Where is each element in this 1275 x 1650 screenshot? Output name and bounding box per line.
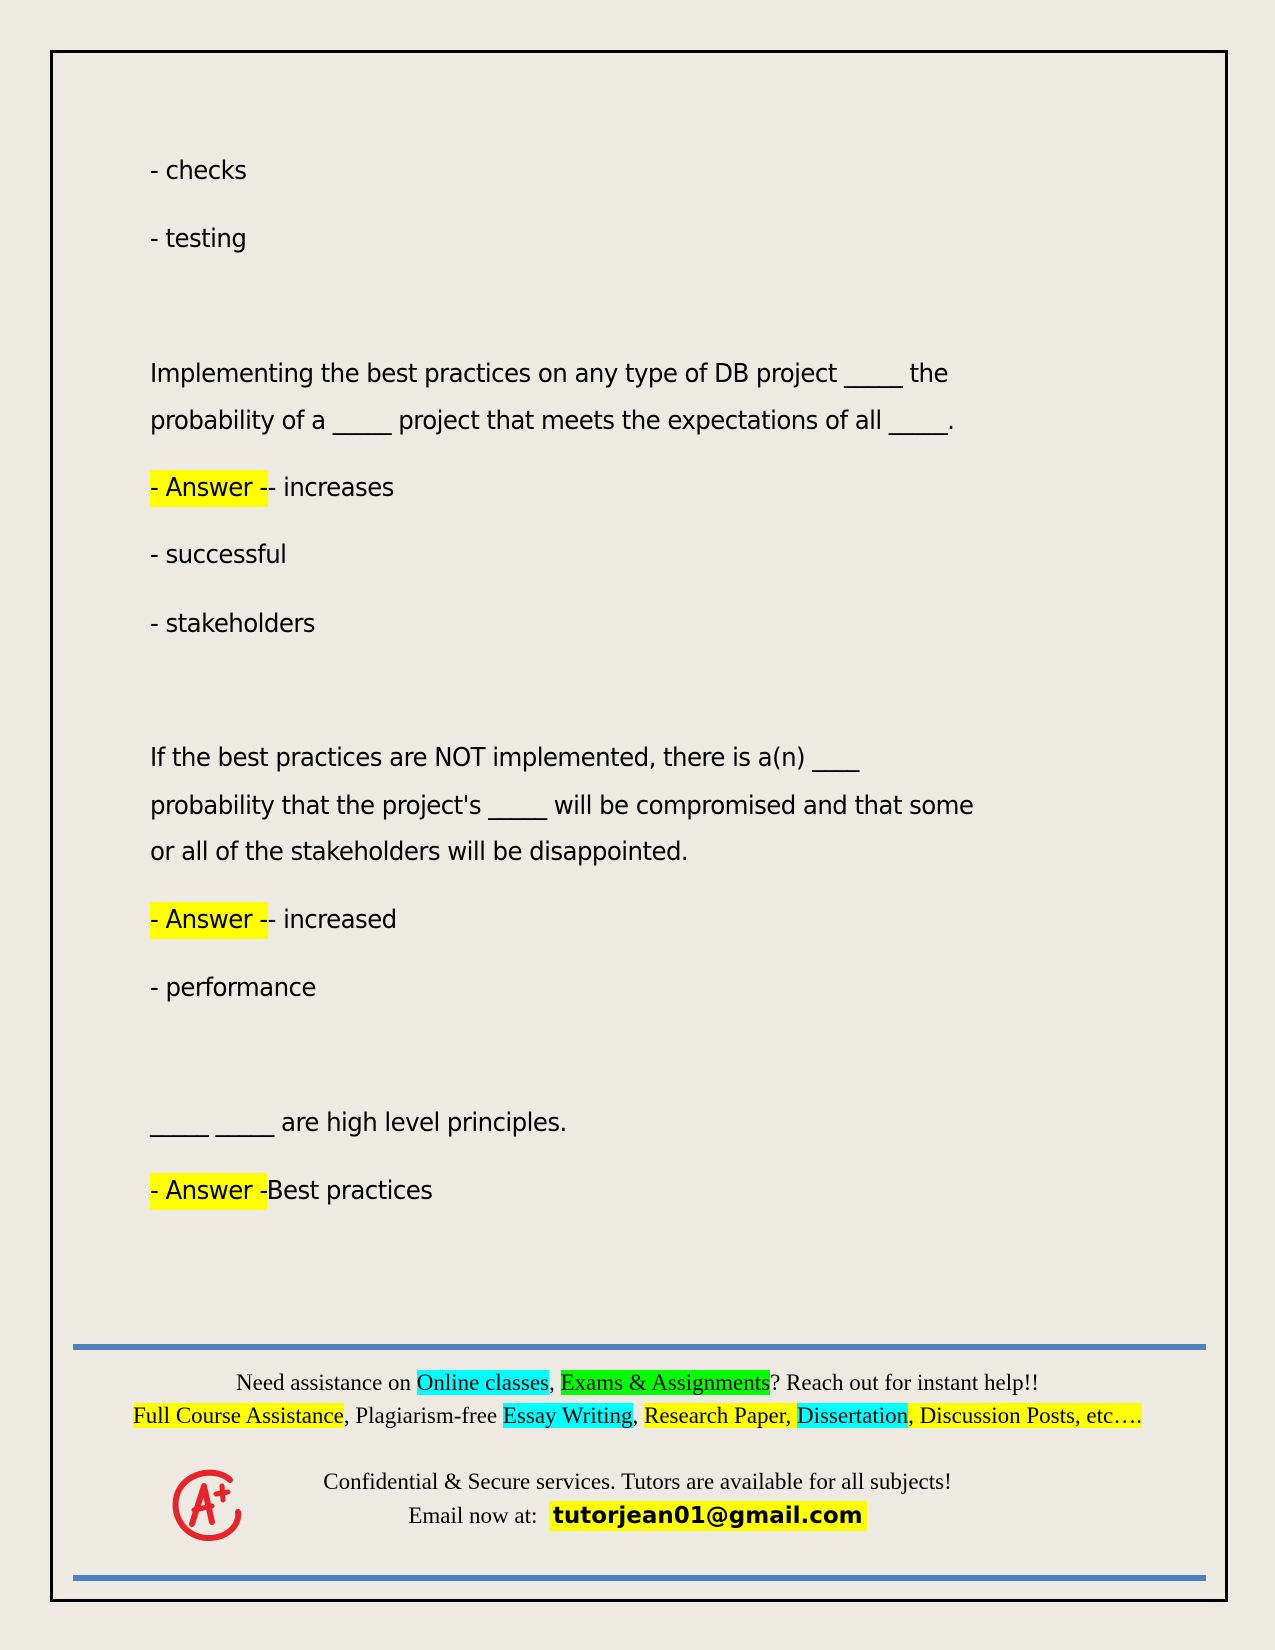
footer-services-line: [60, 1401, 1215, 1431]
list-item: - stakeholders: [150, 609, 315, 639]
footer-text: ,: [549, 1370, 561, 1395]
footer-text: ? Reach out for instant help!!: [770, 1370, 1039, 1395]
footer-divider-bottom: [73, 1575, 1206, 1581]
list-item: - performance: [150, 973, 316, 1003]
full-course-highlight: Full Course Assistance: [133, 1403, 344, 1428]
list-item: - successful: [150, 540, 287, 570]
confidential-line: Confidential & Secure services. Tutors are available for all subjects!: [323, 1469, 952, 1494]
answer-line: [150, 471, 394, 505]
answer-line: [150, 1174, 432, 1208]
footer-divider-top: [73, 1344, 1206, 1350]
answer-line: [150, 903, 397, 937]
research-paper-highlight: Research Paper,: [644, 1403, 797, 1428]
list-item: - testing: [150, 224, 247, 254]
list-item: - checks: [150, 156, 247, 186]
footer-text: Need assistance on: [236, 1370, 417, 1395]
email-prefix: Email now at:: [408, 1503, 549, 1528]
footer-assistance-line: [60, 1368, 1215, 1398]
discussion-posts-highlight: , Discussion Posts, etc….: [908, 1403, 1142, 1428]
question-text: probability of a _____ project that meets the expectations of all _____.: [150, 406, 955, 436]
answer-label: - Answer -: [150, 1173, 267, 1210]
essay-writing-highlight: Essay Writing: [502, 1403, 633, 1428]
question-text: probability that the project's _____ will be compromised and that some: [150, 791, 974, 821]
question-text: or all of the stakeholders will be disappointed.: [150, 837, 689, 867]
question-text: If the best practices are NOT implemented, there is a(n) ____: [150, 743, 859, 773]
email-link[interactable]: tutorjean01@gmail.com: [549, 1501, 867, 1531]
answer-label: - Answer -: [150, 470, 268, 507]
footer-text: , Plagiarism-free: [343, 1403, 503, 1428]
question-text: Implementing the best practices on any type of DB project _____ the: [150, 359, 948, 389]
answer-value: - increased: [267, 905, 397, 935]
answer-value: - increases: [267, 473, 394, 503]
answer-label: - Answer -: [150, 902, 268, 939]
question-text: _____ _____ are high level principles.: [150, 1108, 567, 1138]
answer-value: Best practices: [266, 1176, 433, 1206]
online-classes-highlight: Online classes: [416, 1370, 549, 1395]
footer-text: ,: [632, 1403, 644, 1428]
exams-highlight: Exams & Assignments: [560, 1370, 771, 1395]
dissertation-highlight: Dissertation: [796, 1403, 909, 1428]
email-line: [60, 1501, 1215, 1531]
